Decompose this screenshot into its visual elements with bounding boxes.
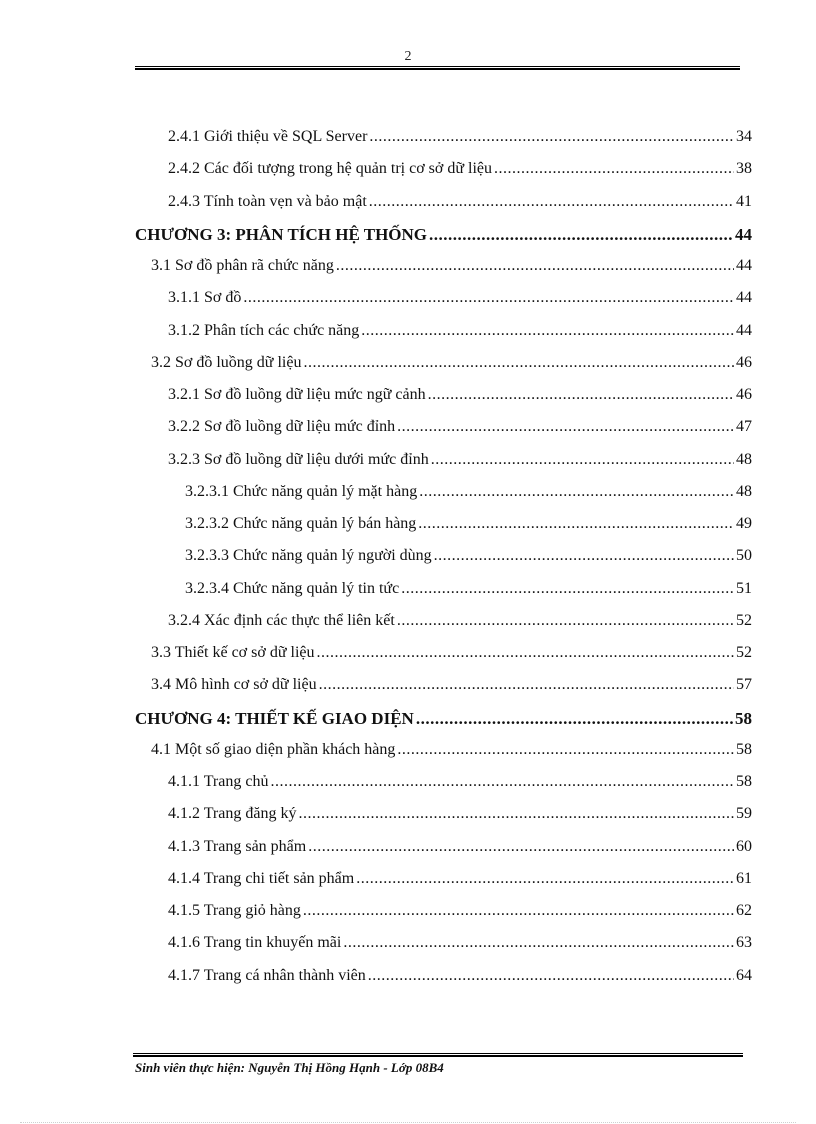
toc-entry-page: 58 xyxy=(735,708,752,728)
toc-dot-leader xyxy=(401,580,734,598)
toc-entry[interactable] xyxy=(168,838,752,870)
toc-entry-title: 2.4.1 Giới thiệu về SQL Server xyxy=(168,128,368,145)
footer-rule-thick xyxy=(133,1055,743,1057)
toc-entry-title: 4.1.7 Trang cá nhân thành viên xyxy=(168,966,366,984)
toc-entry-title: 3.2.4 Xác định các thực thể liên kết xyxy=(168,611,395,629)
toc-entry-page: 59 xyxy=(736,805,752,823)
toc-entry-page: 46 xyxy=(736,386,752,403)
toc-entry-page: 61 xyxy=(736,869,752,887)
toc-dot-leader xyxy=(343,934,734,952)
toc-entry[interactable] xyxy=(168,451,752,483)
toc-entry-page: 38 xyxy=(736,160,752,178)
toc-dot-leader xyxy=(434,547,734,565)
toc-entry-title: 3.1.2 Phân tích các chức năng xyxy=(168,321,360,339)
toc-entry-title: 2.4.2 Các đối tượng trong hệ quản trị cơ sở dữ liệu xyxy=(168,160,493,178)
toc-dot-leader xyxy=(431,451,734,469)
toc-entry[interactable] xyxy=(185,515,752,547)
toc-dot-leader xyxy=(368,967,734,985)
toc-dot-leader xyxy=(416,709,733,729)
toc-entry[interactable] xyxy=(151,257,752,289)
toc-entry-title: 2.4.3 Tính toàn vẹn và bảo mật xyxy=(168,192,367,210)
toc-dot-leader xyxy=(303,354,734,372)
toc-entry[interactable] xyxy=(168,418,752,450)
toc-entry-title: 4.1.6 Trang tin khuyến mãi xyxy=(168,934,342,952)
toc-entry[interactable] xyxy=(185,483,752,515)
toc-chapter-entry[interactable] xyxy=(135,225,752,257)
toc-entry-page: 44 xyxy=(736,289,752,307)
toc-entry-page: 41 xyxy=(736,192,752,210)
toc-entry-page: 48 xyxy=(736,450,752,468)
toc-entry-title: 3.2.3.2 Chức năng quản lý bán hàng xyxy=(185,515,417,532)
toc-dot-leader xyxy=(369,128,734,146)
footer-author: Sinh viên thực hiện: Nguyễn Thị Hồng Hạnh - Lớp 08B4 xyxy=(135,1060,444,1075)
toc-entry[interactable] xyxy=(168,870,752,902)
page-number: 2 xyxy=(404,49,412,64)
toc-entry-title: CHƯƠNG 3: PHÂN TÍCH HỆ THỐNG xyxy=(135,224,428,244)
toc-entry-page: 48 xyxy=(736,482,752,500)
toc-entry-page: 51 xyxy=(736,579,752,597)
toc-dot-leader xyxy=(243,289,734,307)
toc-dot-leader xyxy=(308,838,734,856)
toc-dot-leader xyxy=(356,870,734,888)
toc-entry-title: 3.2.2 Sơ đồ luồng dữ liệu mức đỉnh xyxy=(168,418,396,436)
toc-entry[interactable] xyxy=(168,934,752,966)
toc-entry-title: 4.1.3 Trang sản phẩm xyxy=(168,837,307,855)
toc-entry-page: 58 xyxy=(736,740,752,758)
toc-chapter-entry[interactable] xyxy=(135,709,752,741)
toc-entry[interactable] xyxy=(168,773,752,805)
toc-entry-page: 44 xyxy=(735,224,752,244)
toc-dot-leader xyxy=(419,483,734,501)
toc-dot-leader xyxy=(397,418,734,436)
toc-entry-page: 46 xyxy=(736,353,752,371)
toc-entry[interactable] xyxy=(168,193,752,225)
toc-dot-leader xyxy=(336,257,734,275)
toc-entry-title: 4.1 Một số giao diện phần khách hàng xyxy=(151,740,396,758)
toc-entry-page: 52 xyxy=(736,644,752,661)
toc-entry[interactable] xyxy=(168,322,752,354)
toc-entry[interactable] xyxy=(168,805,752,837)
toc-entry[interactable] xyxy=(151,676,752,708)
toc-dot-leader xyxy=(303,902,734,920)
toc-entry-title: 4.1.1 Trang chủ xyxy=(168,773,269,790)
toc-entry-page: 60 xyxy=(736,837,752,855)
toc-dot-leader xyxy=(319,676,734,694)
toc-entry-title: 3.1.1 Sơ đồ xyxy=(168,289,242,307)
toc-entry[interactable] xyxy=(168,160,752,192)
toc-entry-title: 4.1.4 Trang chi tiết sản phẩm xyxy=(168,869,355,887)
toc-entry[interactable] xyxy=(185,580,752,612)
toc-entry[interactable] xyxy=(151,644,752,676)
toc-entry[interactable] xyxy=(168,386,752,418)
toc-dot-leader xyxy=(270,773,734,791)
toc-entry-page: 44 xyxy=(736,257,752,274)
toc-dot-leader xyxy=(369,193,734,211)
toc-entry[interactable] xyxy=(151,741,752,773)
toc-entry-page: 44 xyxy=(736,321,752,339)
toc-entry[interactable] xyxy=(168,289,752,321)
toc-entry-title: 3.2.3 Sơ đồ luồng dữ liệu dưới mức đỉnh xyxy=(168,450,429,468)
toc-entry-title: 3.2.3.4 Chức năng quản lý tin tức xyxy=(185,579,400,597)
toc-entry-title: CHƯƠNG 4: THIẾT KẾ GIAO DIỆN xyxy=(135,708,414,728)
toc-entry-title: 3.2.3.1 Chức năng quản lý mặt hàng xyxy=(185,482,418,500)
toc-entry-page: 49 xyxy=(736,515,752,532)
toc-dot-leader xyxy=(494,160,734,178)
toc-dot-leader xyxy=(298,805,734,823)
toc-dot-leader xyxy=(317,644,735,662)
toc-entry-title: 3.1 Sơ đồ phân rã chức năng xyxy=(151,257,334,274)
toc-entry[interactable] xyxy=(151,354,752,386)
toc-entry-title: 3.4 Mô hình cơ sở dữ liệu xyxy=(151,676,317,694)
toc-dot-leader xyxy=(397,612,734,630)
toc-dot-leader xyxy=(397,741,734,759)
toc-entry-page: 58 xyxy=(736,773,752,790)
toc-entry-page: 52 xyxy=(736,611,752,629)
toc-dot-leader xyxy=(428,386,734,404)
toc-entry-title: 3.2.1 Sơ đồ luồng dữ liệu mức ngữ cảnh xyxy=(168,386,426,403)
toc-dot-leader xyxy=(418,515,734,533)
toc-entry[interactable] xyxy=(168,967,752,999)
toc-entry-title: 3.2.3.3 Chức năng quản lý người dùng xyxy=(185,547,432,565)
toc-entry-page: 62 xyxy=(736,902,752,919)
toc-entry-title: 4.1.5 Trang giỏ hàng xyxy=(168,902,301,919)
toc-entry-page: 47 xyxy=(736,418,752,436)
footer-rule-thin xyxy=(133,1053,743,1054)
toc-entry-page: 50 xyxy=(736,547,752,565)
toc-entry-title: 3.3 Thiết kế cơ sở dữ liệu xyxy=(151,644,315,661)
toc-entry-page: 34 xyxy=(736,128,752,145)
toc-dot-leader xyxy=(429,225,733,245)
toc-entry-title: 4.1.2 Trang đăng ký xyxy=(168,805,297,823)
toc-entry-page: 64 xyxy=(736,966,752,984)
toc-dot-leader xyxy=(361,322,734,340)
toc-entry[interactable] xyxy=(168,612,752,644)
header-rule-thick xyxy=(135,68,740,70)
toc-entry-title: 3.2 Sơ đồ luồng dữ liệu xyxy=(151,353,302,371)
toc-entry[interactable] xyxy=(185,547,752,579)
toc-entry[interactable] xyxy=(168,902,752,934)
header-rule-thin xyxy=(135,66,740,67)
toc-entry-page: 57 xyxy=(736,676,752,694)
toc-entry-page: 63 xyxy=(736,934,752,952)
toc-entry[interactable] xyxy=(168,128,752,160)
